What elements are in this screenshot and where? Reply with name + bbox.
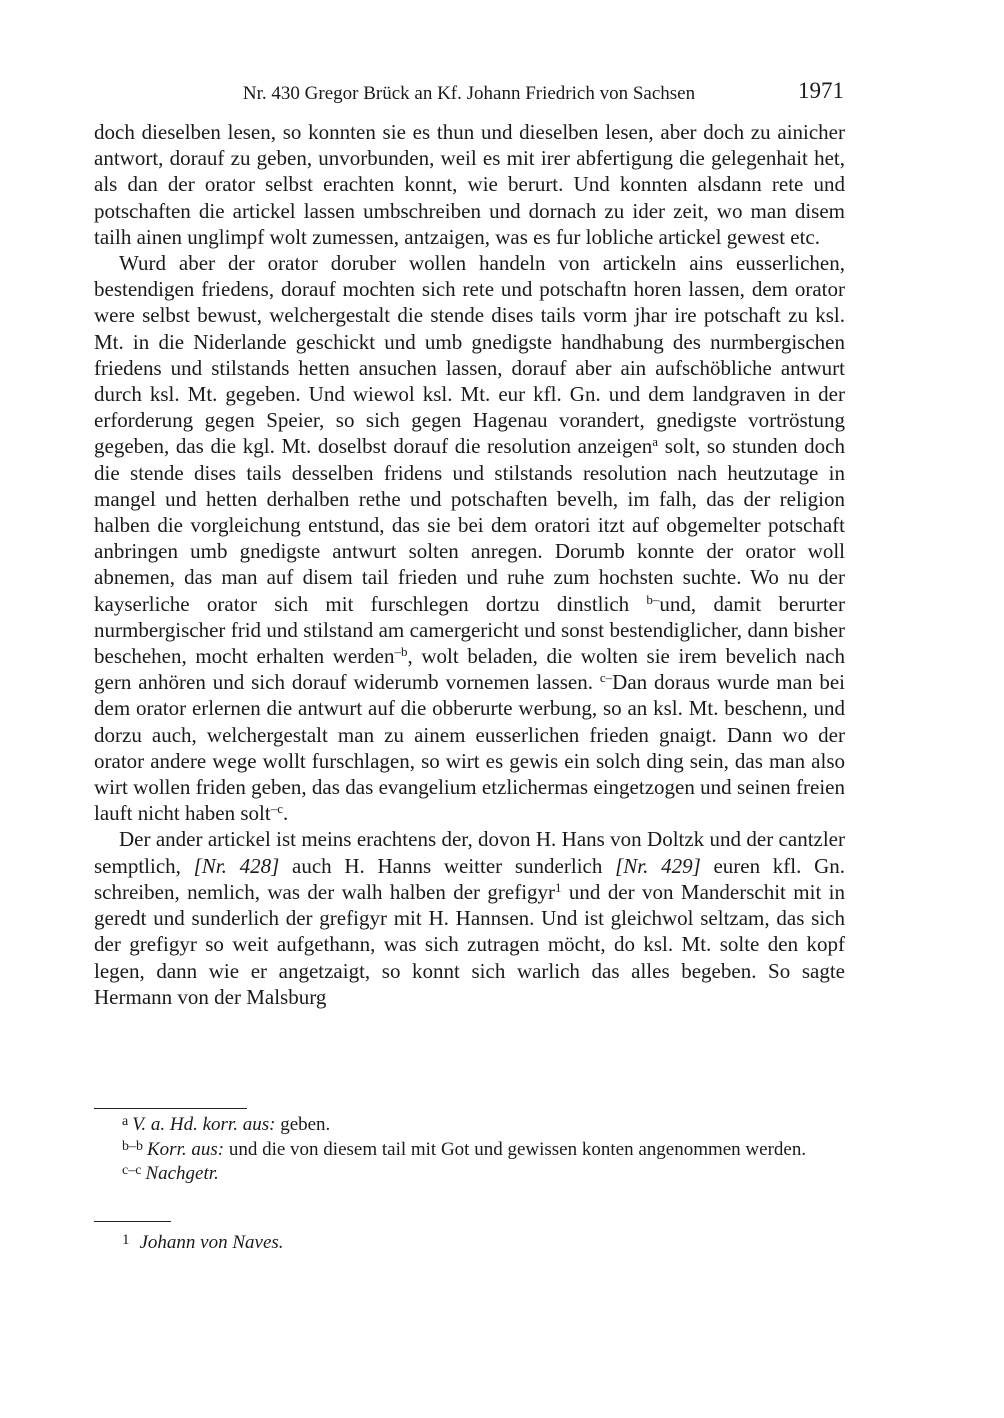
page-number: 1971 (798, 78, 844, 103)
apparatus-label-c: c–c (122, 1163, 142, 1178)
apparatus-note-a-text: geben. (275, 1114, 331, 1135)
apparatus-note-b-text: und die von diesem tail mit Got und gewissen konten angenommen werden. (224, 1138, 807, 1160)
apparatus-note-b-italic: Korr. aus: (147, 1138, 225, 1160)
paragraph-3-part-d: und der von Manderschit mit in geredt und sunderlich der grefigyr mit H. Hannsen. Und ist gleichwol seltzam, das sich der grefigyr so weit aufgethann, was sich zutragen möcht, do ksl. Mt. solte den kopf legen, dann wie er angetzaigt, so konnt sich warlich das alles begeben. So sagte Hermann von der Malsburg (94, 879, 845, 1009)
paragraph-2-part-c: und, damit berurter nurmbergischer frid und stilstand am camergericht und sonst bestendiglicher, dann bisher beschehen, mocht erhalten werden (94, 591, 845, 669)
note-marker-c-open: c– (599, 670, 613, 686)
footnote-1-text: Johann von Naves. (139, 1232, 284, 1253)
footnote-1 (94, 1228, 845, 1256)
apparatus-label-b: b–b (122, 1138, 143, 1154)
paragraph-3-part-b: auch H. Hanns weitter sunderlich (279, 853, 616, 878)
paragraph-3-part-c: euren kfl. Gn. schreiben, nemlich, was der walh halben der grefigyr (94, 853, 846, 904)
paragraph-1: doch dieselben lesen, so konnten sie es thun und dieselben lesen, aber doch zu ainicher antwort, dorauf zu geben, unvorbunden, weil es mit irer abfertigung die gelegenhait het, als dan der orator selbst erachten konnt, wie berurt. Und konnten alsdann rete und potschaften die artickel lassen umbschreiben und dornach zu ider zeit, wo man disem tailh ainen unglimpf wolt zumessen, antzaigen, was es fur lobliche artickel gewest etc. (94, 120, 845, 249)
running-head-title: Nr. 430 Gregor Brück an Kf. Johann Friedrich von Sachsen (242, 83, 696, 104)
cross-reference-429: [Nr. 429] (615, 853, 701, 878)
paragraph-3 (94, 826, 845, 1009)
paragraph-3-part-a: Der ander artickel ist meins erachtens der, dovon H. Hans von Doltzk und der cantzler semptlich, (94, 827, 845, 878)
footnotes (94, 1228, 845, 1256)
paragraph-2-part-d: , wolt beladen, die wolten sie irem bevelich nach gern anhören und sich dorauf widerumb vornemen lassen. (94, 644, 846, 695)
apparatus-note-c (94, 1162, 845, 1187)
note-marker-c-close: –c (270, 801, 283, 817)
note-marker-b-open: b– (646, 591, 660, 607)
apparatus-note-c-italic: Nachgetr. (145, 1163, 219, 1184)
apparatus-note-a-italic: V. a. Hd. korr. aus: (132, 1114, 276, 1135)
paragraph-2 (94, 250, 845, 826)
apparatus-note-b (94, 1138, 845, 1163)
apparatus-note-a (94, 1113, 845, 1138)
apparatus-label-a: a (122, 1114, 129, 1129)
text-critical-apparatus (94, 1113, 845, 1187)
cross-reference-428: [Nr. 428] (193, 853, 280, 878)
paragraph-2-part-f: . (283, 801, 289, 826)
apparatus-divider (94, 1108, 247, 1109)
note-marker-b-close: –b (394, 644, 408, 660)
paragraph-2-part-e: Dan doraus wurde man bei dem orator erlernen die antwurt auf die obberurte werbung, so an ksl. Mt. beschenn, und dorzu auch, welchergestalt man zu ainem eusserlichen frieden gnaigt. Dann wo der orator andere wege wollt furschlagen, so wirt es gewis ein solch ding sein, das man also wirt wollen friden geben, das das evangelium etzlichermas eingetzogen und seinen freien lauft nicht haben solt (94, 670, 845, 826)
paragraph-2-part-a: Wurd aber der orator doruber wollen handeln von artickeln ains eusserlichen, bestendigen friedens, dorauf mochten sich rete und potschaftn horen lassen, dem orator were selbst bewust, welchergestalt die stende dises tails vorm jhar ire potschaft zu ksl. Mt. in die Niderlande geschickt und umb gnedigste handhabung des nurmbergischen friedens und stilstands hetten ansuchen lassen, dorauf aber ain aufschöbliche antwurt durch ksl. Mt. gegeben. Und wiewol ksl. Mt. eur kfl. Gn. und dem landgraven in der erforderung gegen Speier, so sich gegen Hagenau vorandert, gnedigste vortröstung gegeben, das die kgl. Mt. doselbst dorauf die resolution anzeigen (94, 251, 845, 459)
note-marker-a: a (652, 434, 659, 450)
paragraph-2-part-b: solt, so stunden doch die stende dises tails desselben fridens und stilstands resolution nach heutzutage in mangel und hetten derhalben rethe und potschaften bevelh, im falh, das der religion halben die vorgleichung entstund, das sie bei dem oratori itzt auf obgemelter potschaft anbringen umb gnedigste antwurt solten anregen. Dorumb konnte der orator woll abnemen, das man auf disem tail frieden und ruhe zum hochsten suchte. Wo nu der kayserliche orator sich mit furschlegen dortzu dinstlich (94, 434, 845, 616)
running-head (94, 78, 844, 108)
footnote-1-number: 1 (122, 1232, 130, 1248)
footnote-marker-1: 1 (555, 879, 562, 895)
footnote-divider (94, 1221, 171, 1222)
main-text (94, 119, 845, 1010)
